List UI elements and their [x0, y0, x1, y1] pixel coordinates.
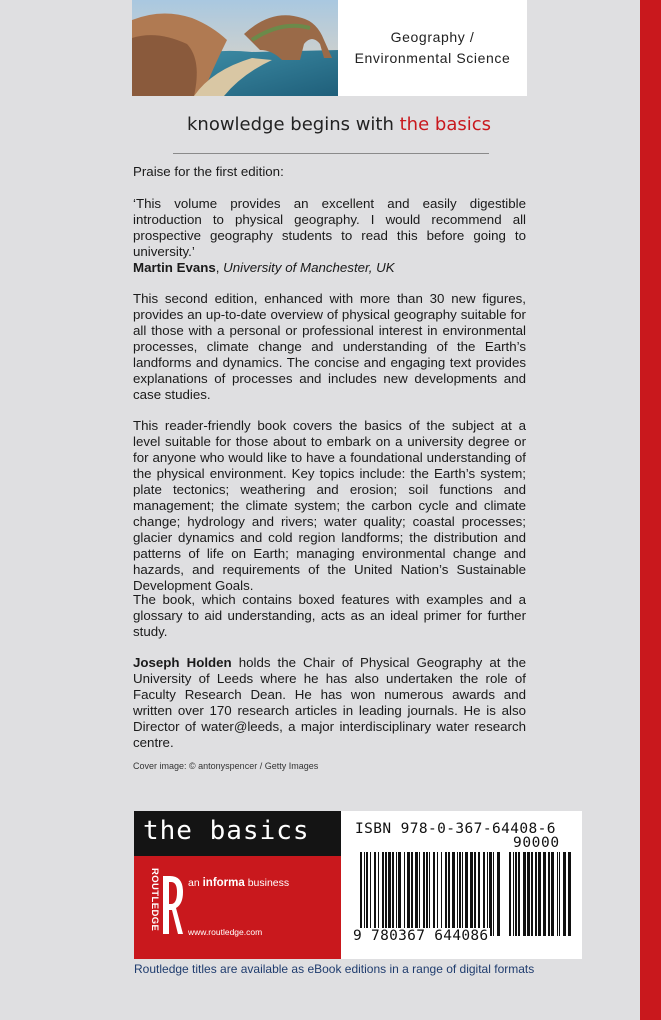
- barcode-bar: [513, 852, 514, 936]
- barcode-bar: [419, 852, 420, 936]
- description-paragraph-2: This reader-friendly book covers the basics of the subject at a level suitable for those about to embark on a university degree or for anyone who would like to have a foundational understanding of the physical environment. Key topics include: the Earth’s system; plate tectonics; weathering and erosion; soil functions and management; the climate system; the carbon cycle and climate change; hydrology and rivers; water quality; coastal processes; glacier dynamics and cold region landforms; the distribution and patterns of life on Earth; managing environmental change and hazards, and requirements of the United Nation’s Sustainable Development Goals.: [133, 418, 526, 593]
- barcode-bar: [557, 852, 558, 936]
- divider-rule: [173, 153, 489, 154]
- barcode-bar: [364, 852, 365, 936]
- praise-block: [133, 196, 526, 276]
- subject-line-2: Environmental Science: [354, 50, 511, 66]
- barcode-bar: [535, 852, 537, 936]
- informa-tagline: [188, 877, 289, 889]
- barcode-bar: [457, 852, 458, 936]
- barcode-bar: [445, 852, 447, 936]
- praise-attribution: [133, 260, 526, 276]
- red-spine-strip: [640, 0, 661, 1020]
- barcode-bar: [396, 852, 397, 936]
- cover-image-credit: Cover image: © antonyspencer / Getty Images: [133, 761, 319, 771]
- barcode-bar: [433, 852, 435, 936]
- barcode-bar: [423, 852, 425, 936]
- barcode-bar: [378, 852, 379, 936]
- barcode-bar: [543, 852, 546, 936]
- barcode-bar: [366, 852, 368, 936]
- author-name: Joseph Holden: [133, 655, 232, 670]
- barcode-bar: [523, 852, 526, 936]
- barcode-bar: [411, 852, 413, 936]
- barcode-bar: [489, 852, 492, 936]
- barcode-bar: [459, 852, 461, 936]
- description-paragraph-1: This second edition, enhanced with more than 30 new figures, provides an up-to-date overview of physical geography suitable for all those with a personal or professional interest in environmental processes, climate change and understanding of the Earth’s landforms and dynamics. The concise and engaging text provides explanations of processes and includes new developments and case studies.: [133, 291, 526, 402]
- barcode-bar: [497, 852, 500, 936]
- series-tagline: [132, 114, 546, 135]
- informa-prefix: an: [188, 877, 203, 889]
- barcode-bar: [470, 852, 473, 936]
- barcode-bar: [426, 852, 428, 936]
- publisher-name: ROUTLEDGE: [149, 868, 160, 932]
- cover-photo: [132, 0, 338, 96]
- barcode-bar: [474, 852, 476, 936]
- barcode-bar: [452, 852, 455, 936]
- informa-bold: informa: [202, 877, 245, 889]
- barcode-bar: [493, 852, 494, 936]
- barcode-bar: [527, 852, 530, 936]
- barcode-bar: [551, 852, 554, 936]
- barcode-bar: [404, 852, 405, 936]
- barcode-bar: [487, 852, 488, 936]
- barcode-bar: [538, 852, 541, 936]
- barcode-bar: [407, 852, 410, 936]
- barcode-bar: [370, 852, 371, 936]
- subject-label-box: [338, 0, 527, 96]
- ebook-availability-note: Routledge titles are available as eBook editions in a range of digital formats: [134, 962, 535, 976]
- barcode-bar: [382, 852, 384, 936]
- tagline-prefix: knowledge begins with: [186, 114, 400, 135]
- price-code: 90000: [513, 835, 560, 851]
- isbn-number: ISBN 978-0-367-64408-6: [355, 821, 556, 837]
- barcode-bar: [360, 852, 362, 936]
- barcode-bar: [388, 852, 391, 936]
- praise-separator: ,: [215, 260, 224, 275]
- barcode-bar: [563, 852, 566, 936]
- barcode-bar: [515, 852, 517, 936]
- barcode-bar: [385, 852, 387, 936]
- praise-affiliation: University of Manchester, UK: [223, 260, 395, 275]
- barcode-bar: [518, 852, 520, 936]
- tagline-highlight: the basics: [399, 114, 491, 135]
- author-bio-text: holds the Chair of Physical Geography at the University of Leeds where he has also undertaken the role of Faculty Research Dean. He has won numerous awards and written over 170 research articles in leading journals. He is also Director of water@leeds, a major interdisciplinary water research centre.: [133, 655, 526, 750]
- praise-quote: ‘This volume provides an excellent and easily digestible introduction to physical geography. I would recommend all prospective geography students to read this before going to university.’: [133, 196, 526, 259]
- barcode-bar: [465, 852, 468, 936]
- barcode-bar: [462, 852, 463, 936]
- barcode-bar: [483, 852, 485, 936]
- barcode-bar: [429, 852, 430, 936]
- barcode-bar: [374, 852, 376, 936]
- barcode-bar: [478, 852, 480, 936]
- barcode-bar: [559, 852, 560, 936]
- barcode-bar: [441, 852, 442, 936]
- description-paragraph-3: The book, which contains boxed features with examples and a glossary to aid understanding, acts as an ideal primer for further study.: [133, 592, 526, 639]
- barcode-bar: [568, 852, 571, 936]
- routledge-r-logo-icon: [160, 874, 184, 936]
- publisher-url: www.routledge.com: [188, 927, 263, 937]
- informa-suffix: business: [244, 877, 290, 889]
- barcode-bar: [415, 852, 418, 936]
- barcode-bar: [392, 852, 394, 936]
- series-title: the basics: [143, 816, 310, 846]
- barcode-bar: [531, 852, 533, 936]
- praise-heading: Praise for the first edition:: [133, 164, 284, 179]
- barcode-digits: 9 780367 644086: [353, 928, 489, 944]
- praise-author: Martin Evans: [133, 260, 216, 275]
- barcode-bar: [548, 852, 550, 936]
- barcode-bar: [509, 852, 511, 936]
- author-bio: [133, 655, 526, 751]
- subject-line-1: Geography /: [390, 29, 475, 45]
- barcode-bar: [398, 852, 401, 936]
- barcode-bar: [437, 852, 438, 936]
- barcode-bar: [448, 852, 450, 936]
- barcode-bars: [360, 852, 575, 936]
